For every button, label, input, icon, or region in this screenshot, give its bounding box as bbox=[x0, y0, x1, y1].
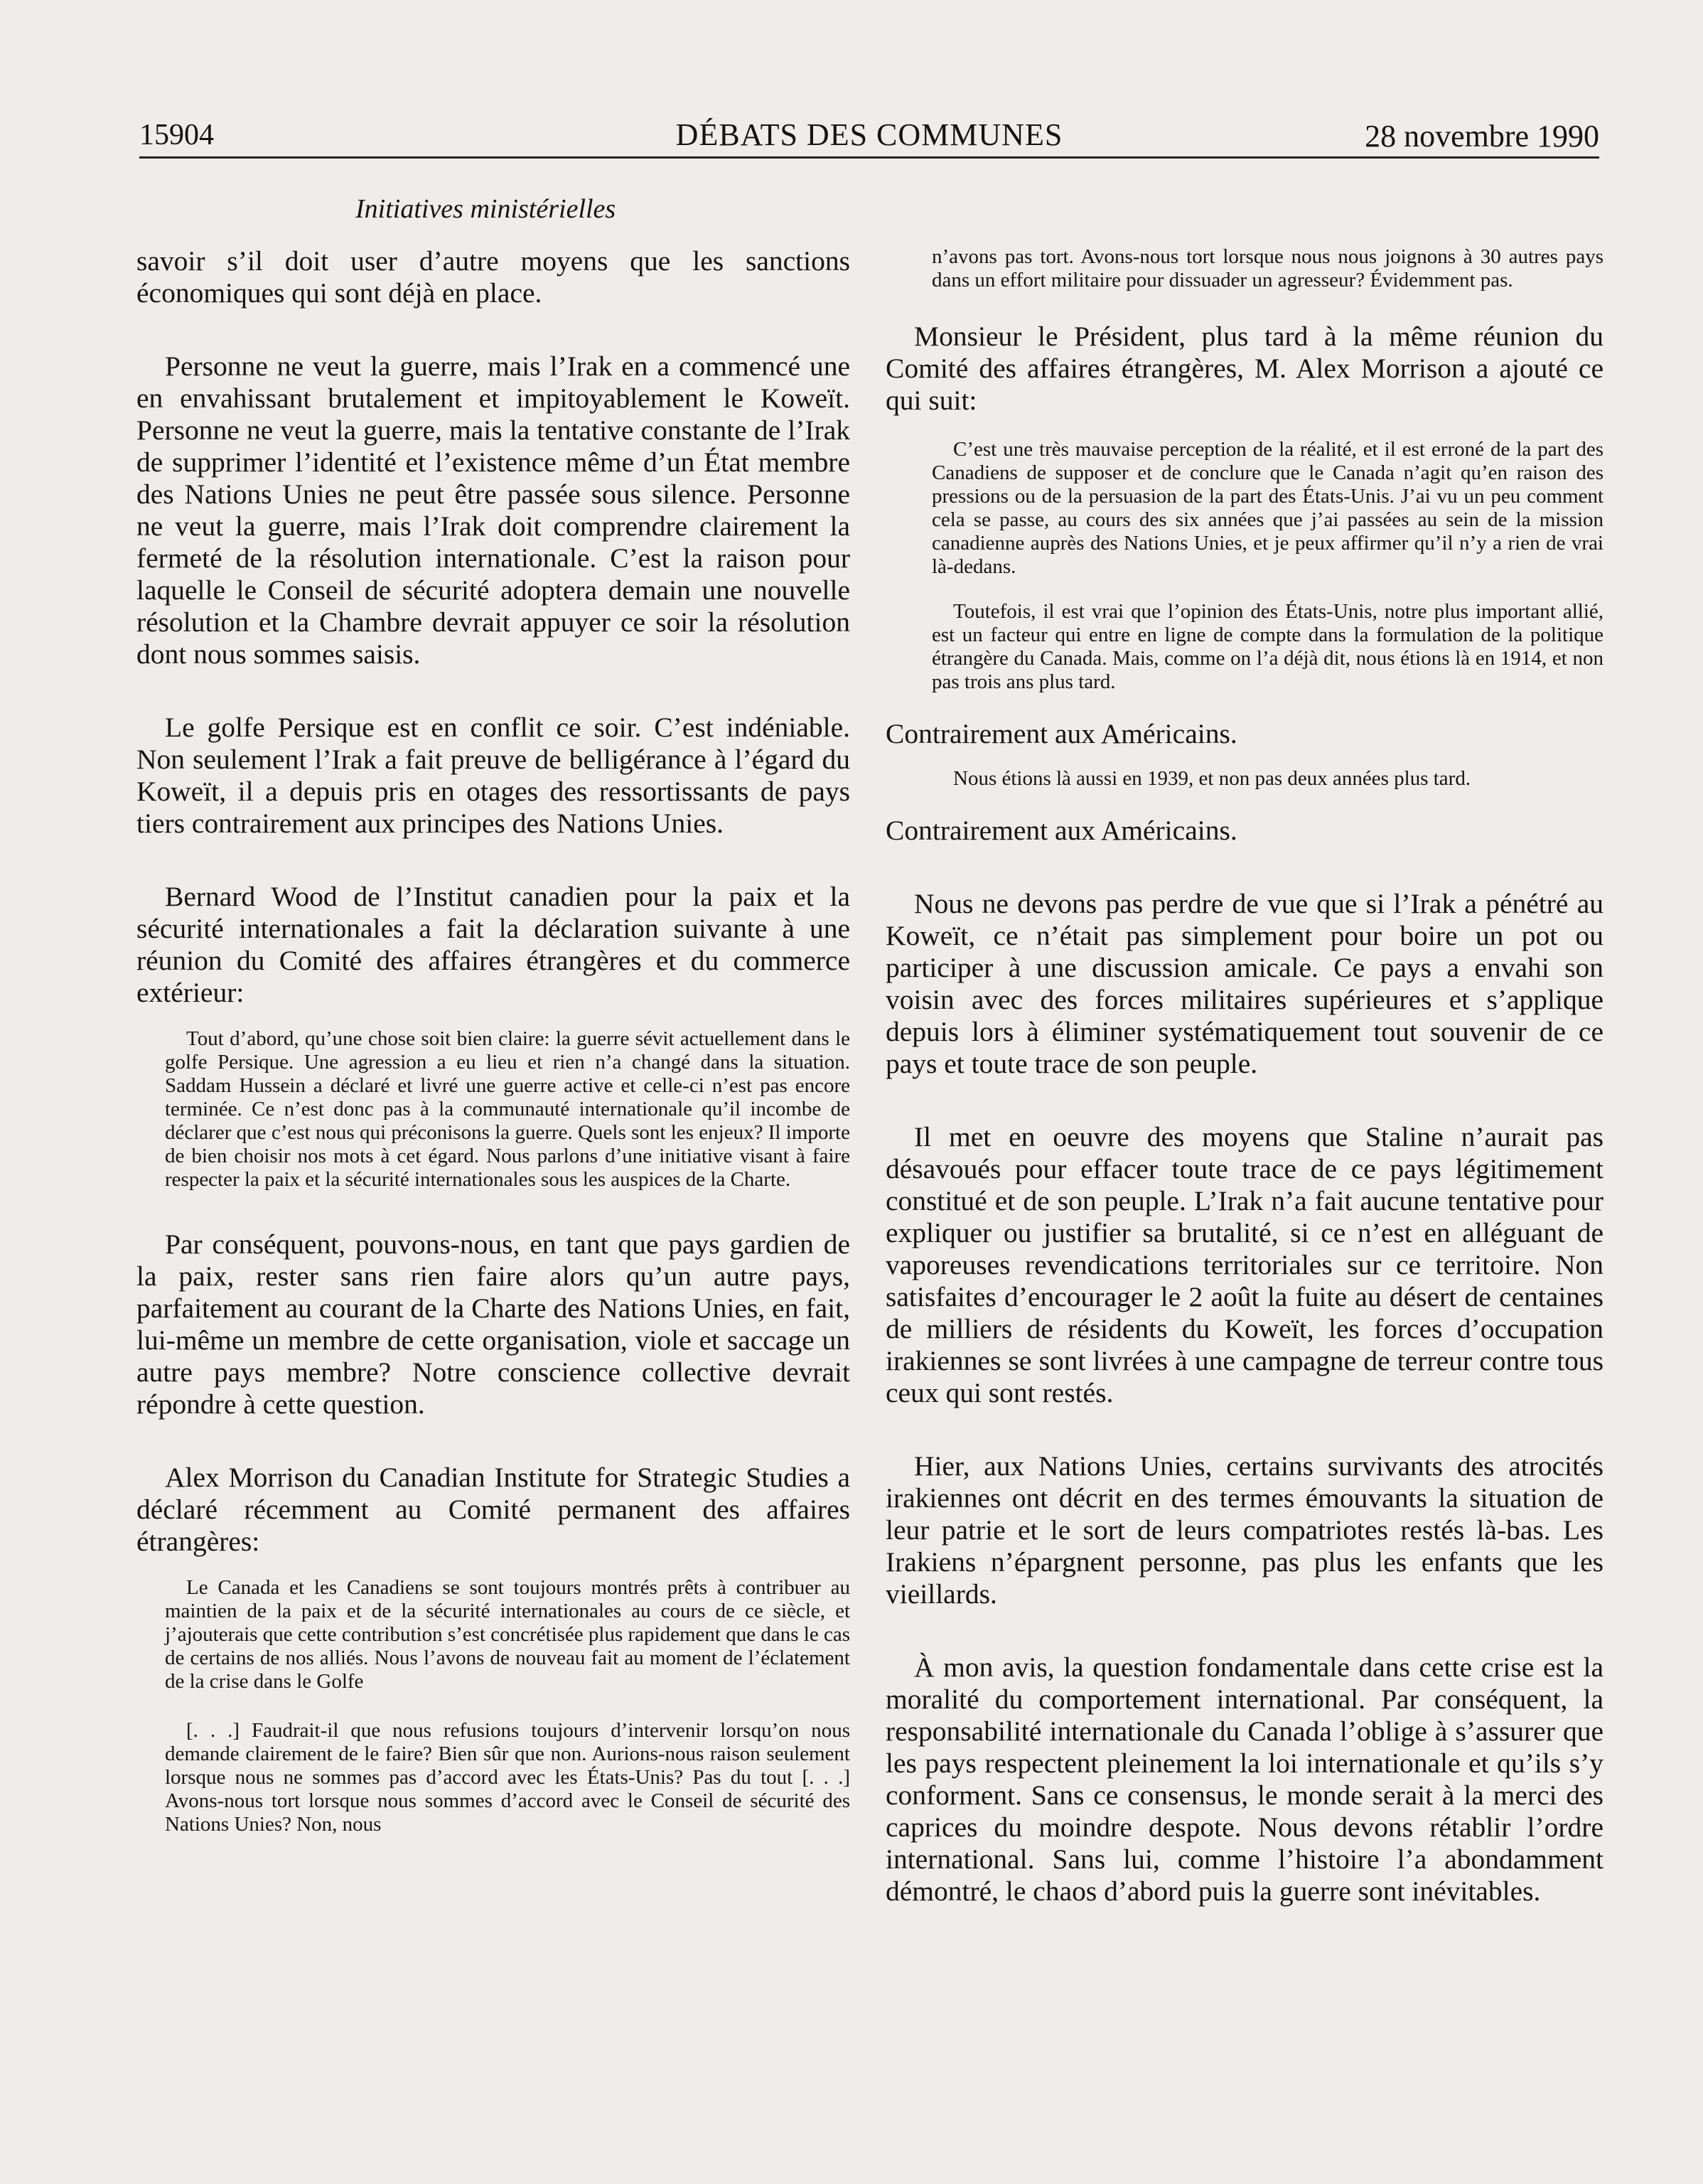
block-quote: C’est une très mauvaise perception de la réalité, et il est erroné de la part des Canadiens de supposer et de conclure que le Canada n’agit qu’en raison des pressions ou de la persuasion de la part des États-Unis. J’ai vu un peu comment cela se passe, au cours des six années que j’ai passées au sein de la mission canadienne auprès des Nations Unies, et je peux affirmer qu’il n’y a rien de vrai là-dedans. bbox=[932, 438, 1603, 578]
paragraph: Monsieur le Président, plus tard à la même réunion du Comité des affaires étrangères, M. Alex Morrison a ajouté ce qui suit: bbox=[886, 321, 1603, 416]
block-quote: Tout d’abord, qu’une chose soit bien claire: la guerre sévit actuellement dans le golfe Persique. Une agression a eu lieu et rien n’a changé dans la situation. Saddam Hussein a déclaré et livré une guerre active et celle-ci n’est pas encore terminée. Ce n’est donc pas à la communauté internationale qu’il incombe de déclarer que c’est nous qui préconisons la guerre. Quels sont les enjeux? Il importe de bien choisir nos mots à cet égard. Nous parlons d’une initiative visant à faire respecter la paix et la sécurité internationales sous les auspices de la Charte. bbox=[165, 1027, 850, 1191]
block-quote: Nous étions là aussi en 1939, et non pas deux années plus tard. bbox=[953, 767, 1471, 790]
block-quote: [. . .] Faudrait-il que nous refusions toujours d’intervenir lorsqu’on nous demande clairement de le faire? Bien sûr que non. Aurions-nous raison seulement lorsque nous ne sommes pas d’accord avec les États-Unis? Pas du tout [. . .] Avons-nous tort lorsque nous sommes d’accord avec le Conseil de sécurité des Nations Unies? Non, nous bbox=[165, 1719, 850, 1836]
paragraph: Contrairement aux Américains. bbox=[886, 718, 1237, 749]
paragraph: Contrairement aux Américains. bbox=[886, 815, 1237, 846]
block-quote: Toutefois, il est vrai que l’opinion des États-Unis, notre plus important allié, est un facteur qui entre en ligne de compte dans la formulation de la politique étrangère du Canada. Mais, comme on l’a déjà dit, nous étions là en 1914, et non pas trois ans plus tard. bbox=[932, 600, 1603, 693]
publication-date: 28 novembre 1990 bbox=[1365, 119, 1599, 154]
paragraph: À mon avis, la question fondamentale dans cette crise est la moralité du comportement international. Par conséquent, la responsabilité internationale du Canada l’oblige à s’assurer que les pays respectent pleinement la loi internationale et qu’ils s’y conforment. Sans ce consensus, le monde serait à la merci des caprices du moindre despote. Nous devons rétablir l’ordre international. Sans lui, comme l’histoire l’a abondamment démontré, le chaos d’abord puis la guerre sont inévitables. bbox=[886, 1652, 1603, 1907]
paragraph: Bernard Wood de l’Institut canadien pour la paix et la sécurité internationales a fait la déclaration suivante à une réunion du Comité des affaires étrangères et du commerce extérieur: bbox=[136, 881, 850, 1008]
paragraph: savoir s’il doit user d’autre moyens que les sanctions économiques qui sont déjà en place. bbox=[136, 245, 850, 309]
paragraph: Hier, aux Nations Unies, certains survivants des atrocités irakiennes ont décrit en des termes émouvants la situation de leur patrie et le sort de leurs compatriotes restés là-bas. Les Irakiens n’épargnent personne, pas plus les enfants que les vieillards. bbox=[886, 1450, 1603, 1610]
block-quote: n’avons pas tort. Avons-nous tort lorsque nous nous joignons à 30 autres pays dans un effort militaire pour dissuader un agresseur? Évidemment pas. bbox=[932, 245, 1603, 291]
page-header bbox=[139, 114, 1599, 159]
publication-title: DÉBATS DES COMMUNES bbox=[675, 117, 1063, 152]
page-number: 15904 bbox=[139, 119, 214, 151]
paragraph: Nous ne devons pas perdre de vue que si l’Irak a pénétré au Koweït, ce n’était pas simplement pour boire un pot ou participer à une discussion amicale. Ce pays a envahi son voisin avec des forces militaires supérieures et s’applique depuis lors à éliminer systématiquement tout souvenir de ce pays et toute trace de son peuple. bbox=[886, 888, 1603, 1079]
section-tag: Initiatives ministérielles bbox=[355, 194, 616, 224]
left-column bbox=[136, 245, 850, 1836]
right-column bbox=[886, 245, 1603, 1907]
paragraph: Personne ne veut la guerre, mais l’Irak en a commencé une en envahissant brutalement et impitoyablement le Koweït. Personne ne veut la guerre, mais la tentative constante de l’Irak de supprimer l’identité et l’existence même d’un État membre des Nations Unies ne peut être passée sous silence. Personne ne veut la guerre, mais l’Irak doit comprendre clairement la fermeté de la résolution internationale. C’est la raison pour laquelle le Conseil de sécurité adoptera demain une nouvelle résolution et la Chambre devrait appuyer ce soir la résolution dont nous sommes saisis. bbox=[136, 350, 850, 670]
block-quote: Le Canada et les Canadiens se sont toujours montrés prêts à contribuer au maintien de la paix et de la sécurité internationales au cours de ce siècle, et j’ajouterais que cette contribution s’est concrétisée plus rapidement que dans le cas de certains de nos alliés. Nous l’avons de nouveau fait au moment de l’éclatement de la crise dans le Golfe bbox=[165, 1576, 850, 1693]
paragraph: Il met en oeuvre des moyens que Staline n’aurait pas désavoués pour effacer toute trace de ce pays légitimement constitué et de son peuple. L’Irak n’a fait aucune tentative pour expliquer ou justifier sa brutalité, si ce n’est en alléguant de vaporeuses revendications territoriales sur ce territoire. Non satisfaites d’encourager le 2 août la fuite au désert de centaines de milliers de résidents du Koweït, les forces d’occupation irakiennes se sont livrées à une campagne de terreur contre tous ceux qui sont restés. bbox=[886, 1121, 1603, 1408]
paragraph: Par conséquent, pouvons-nous, en tant que pays gardien de la paix, rester sans rien faire alors qu’un autre pays, parfaitement au courant de la Charte des Nations Unies, en fait, lui-même un membre de cette organisation, viole et saccage un autre pays membre? Notre conscience collective devrait répondre à cette question. bbox=[136, 1228, 850, 1420]
paragraph: Alex Morrison du Canadian Institute for Strategic Studies a déclaré récemment au Comité permanent des affaires étrangères: bbox=[136, 1462, 850, 1557]
paragraph: Le golfe Persique est en conflit ce soir. C’est indéniable. Non seulement l’Irak a fait preuve de belligérance à l’égard du Koweït, il a depuis pris en otages des ressortissants de pays tiers contrairement aux principes des Nations Unies. bbox=[136, 712, 850, 839]
